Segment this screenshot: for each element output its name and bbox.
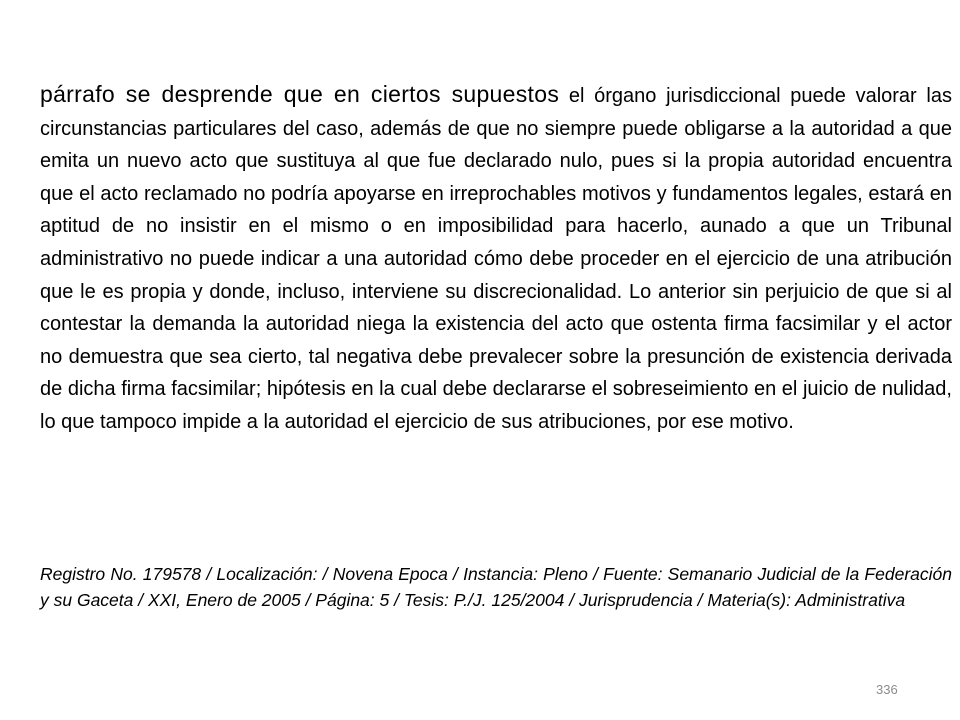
body-paragraph — [40, 78, 952, 439]
page-number: 336 — [876, 682, 898, 697]
paragraph-lead-text: párrafo se desprende que en ciertos supuestos — [40, 81, 560, 107]
paragraph-body-text: el órgano jurisdiccional puede valorar las circunstancias particulares del caso, además de que no siempre puede obligarse a la autoridad a que emita un nuevo acto que sustituya al que fue declarado nulo, pues si la propia autoridad encuentra que el acto reclamado no podría apoyarse en irreprochables motivos y fundamentos legales, estará en aptitud de no insistir en el mismo o en imposibilidad para hacerlo, aunado a que un Tribunal administrativo no puede indicar a una autoridad cómo debe proceder en el ejercicio de una atribución que le es propia y donde, incluso, interviene su discrecionalidad. Lo anterior sin perjuicio de que si al contestar la demanda la autoridad niega la existencia del acto que ostenta firma facsimilar y el actor no demuestra que sea cierto, tal negativa debe prevalecer sobre la presunción de existencia derivada de dicha firma facsimilar; hipótesis en la cual debe declararse el sobreseimiento en el juicio de nulidad, lo que tampoco impide a la autoridad el ejercicio de sus atribuciones, por ese motivo. — [40, 85, 952, 433]
citation-reference: Registro No. 179578 / Localización: / Novena Epoca / Instancia: Pleno / Fuente: Semanario Judicial de la Federación y su Gaceta / XXI, Enero de 2005 / Página: 5 / Tesis: P./J. 125/2004 / Jurisprudencia / Materia(s): Administrativa — [40, 564, 952, 610]
